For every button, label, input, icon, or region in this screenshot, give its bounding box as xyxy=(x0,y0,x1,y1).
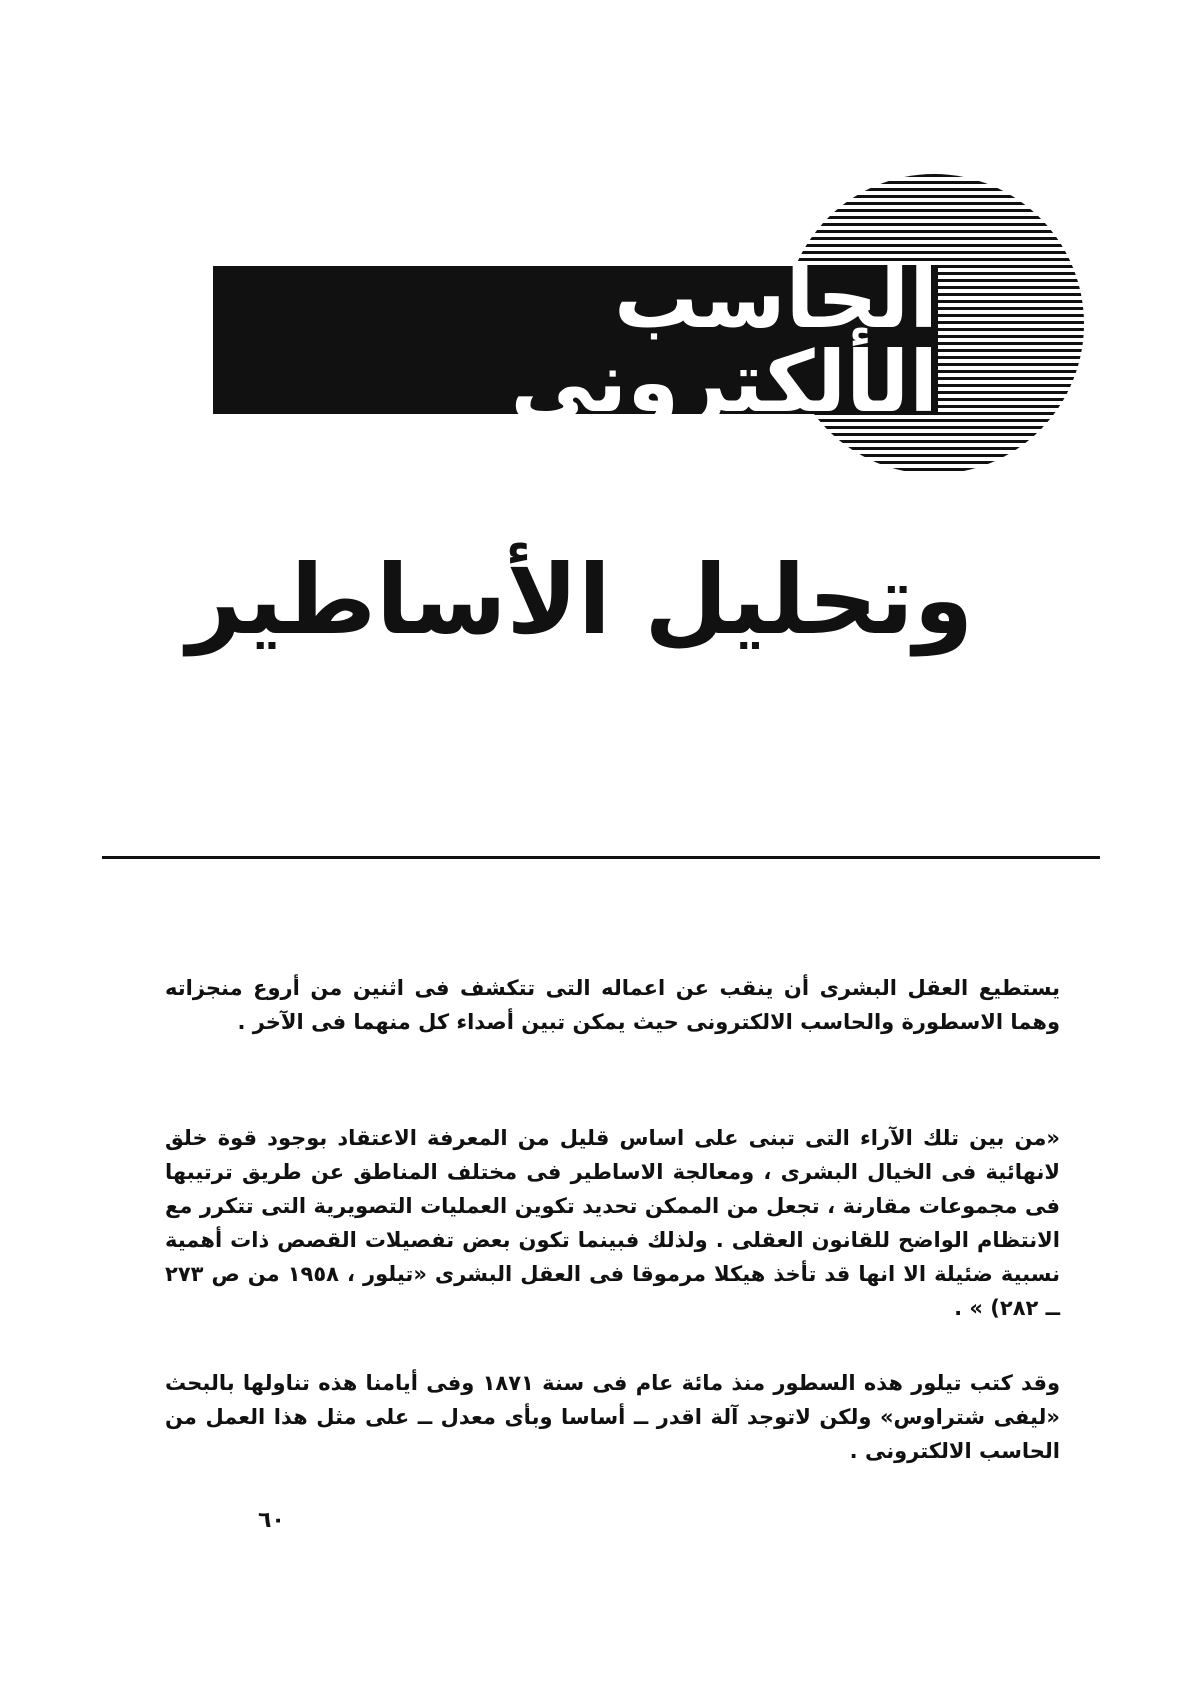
page-number: ٦٠ xyxy=(258,1508,285,1533)
page-title: الحاسب الألكترونى xyxy=(510,249,938,431)
paragraph-1: يستطيع العقل البشرى أن ينقب عن اعماله التى تتكشف فى اثنين من أروع منجزاته وهما الاسطورة والحاسب الالكترونى حيث يمكن تبين أصداء كل منهما فى الآخر . xyxy=(165,976,1060,1034)
divider-rule xyxy=(102,856,1100,859)
paragraph-2-quote: «من بين تلك الآراء التى تبنى على اساس قليل من المعرفة الاعتقاد بوجود قوة خلق لانهائية فى الخيال البشرى ، ومعالجة الاساطير فى مختلف المناطق عن طريق ترتيبها فى مجموعات مقارنة ، تجعل من الممكن تحديد تكوين العمليات التصويرية التى تتكرر مع الانتظام الواضح للقانون العقلى . ولذلك فبينما تكون بعض تفصيلات القصص ذات أهمية نسبية ضئيلة الا انها قد تأخذ هيكلا مرموقا فى العقل البشرى «تيلور ، ١٩٥٨ من ص ٢٧٣ ــ ٢٨٢) » . xyxy=(165,1126,1060,1320)
paragraph-3: وقد كتب تيلور هذه السطور منذ مائة عام فى سنة ١٨٧١ وفى أيامنا هذه تناولها بالبحث «ليفى شتراوس» ولكن لاتوجد آلة اقدر ــ أساسا وبأى معدل ــ على مثل هذا العمل من الحاسب الالكترونى . xyxy=(165,1371,1060,1463)
page-subtitle: وتحليل الأساطير xyxy=(186,544,974,656)
title-banner xyxy=(213,249,938,431)
